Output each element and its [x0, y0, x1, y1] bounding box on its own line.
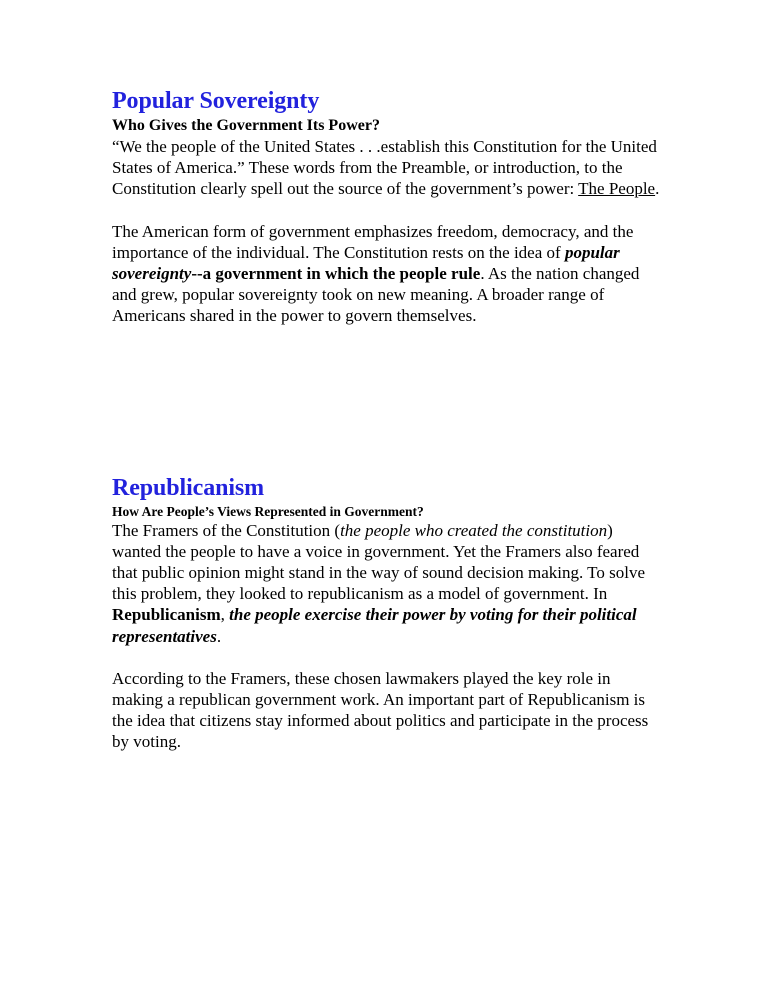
section-heading-republicanism: Republicanism	[112, 474, 265, 501]
paragraph-american-form-of-government	[112, 221, 660, 327]
text-run: ) wanted the people to have a voice in government. Yet the Framers also feared that public opinion might stand in the way of sound decision making. To solve this problem, they looked to republicanism as a model of government. In	[112, 520, 645, 604]
section-heading-popular-sovereignty: Popular Sovereignty	[112, 88, 320, 114]
text-run: “We the people of the United States . . .establish this Constitution for the United States of America.” These words from the Preamble, or introduction, to the Constitution clearly spell out the source of the government’s power:	[112, 137, 657, 199]
emphasis-republicanism: Republicanism	[112, 605, 221, 625]
text-run: .	[216, 626, 222, 646]
definition-popular-sovereignty: --a government in which the people rule	[191, 264, 481, 284]
text-run: . As the nation changed and grew, popular sovereignty took on new meaning. A broader range of Americans shared in the power to govern themselves.	[112, 264, 640, 326]
subheading-who-gives-the-government-its-power: Who Gives the Government Its Power?	[112, 117, 380, 134]
emphasis-popular-sovereignty: popular sovereignty	[112, 242, 620, 284]
paragraph-gap	[112, 647, 660, 668]
definition-republicanism: the people exercise their power by voting for their political representatives	[112, 605, 637, 646]
definition-framers: the people who created the constitution	[340, 520, 608, 540]
paragraph-preamble-quote	[112, 136, 660, 200]
section-republicanism	[112, 475, 660, 753]
underlined-term-the-people: The People	[578, 179, 656, 199]
text-run: The American form of government emphasizes freedom, democracy, and the importance of the individual. The Constitution rests on the idea of	[112, 221, 634, 262]
paragraph-chosen-lawmakers	[112, 668, 660, 753]
text-run: .	[655, 179, 660, 199]
paragraph-framers-voice	[112, 520, 660, 647]
section-popular-sovereignty	[112, 88, 660, 327]
text-run: According to the Framers, these chosen lawmakers played the key role in making a republican government work. An important part of Republicanism is the idea that citizens stay informed about politics and participate in the process by voting.	[112, 668, 649, 752]
document-body	[112, 88, 660, 753]
section-spacer	[112, 327, 660, 475]
paragraph-gap	[112, 200, 660, 221]
text-run: ,	[220, 605, 230, 625]
subheading-how-are-peoples-views-represented-in-government: How Are People’s Views Represented in Government?	[112, 503, 424, 519]
text-run: The Framers of the Constitution (	[112, 520, 341, 540]
